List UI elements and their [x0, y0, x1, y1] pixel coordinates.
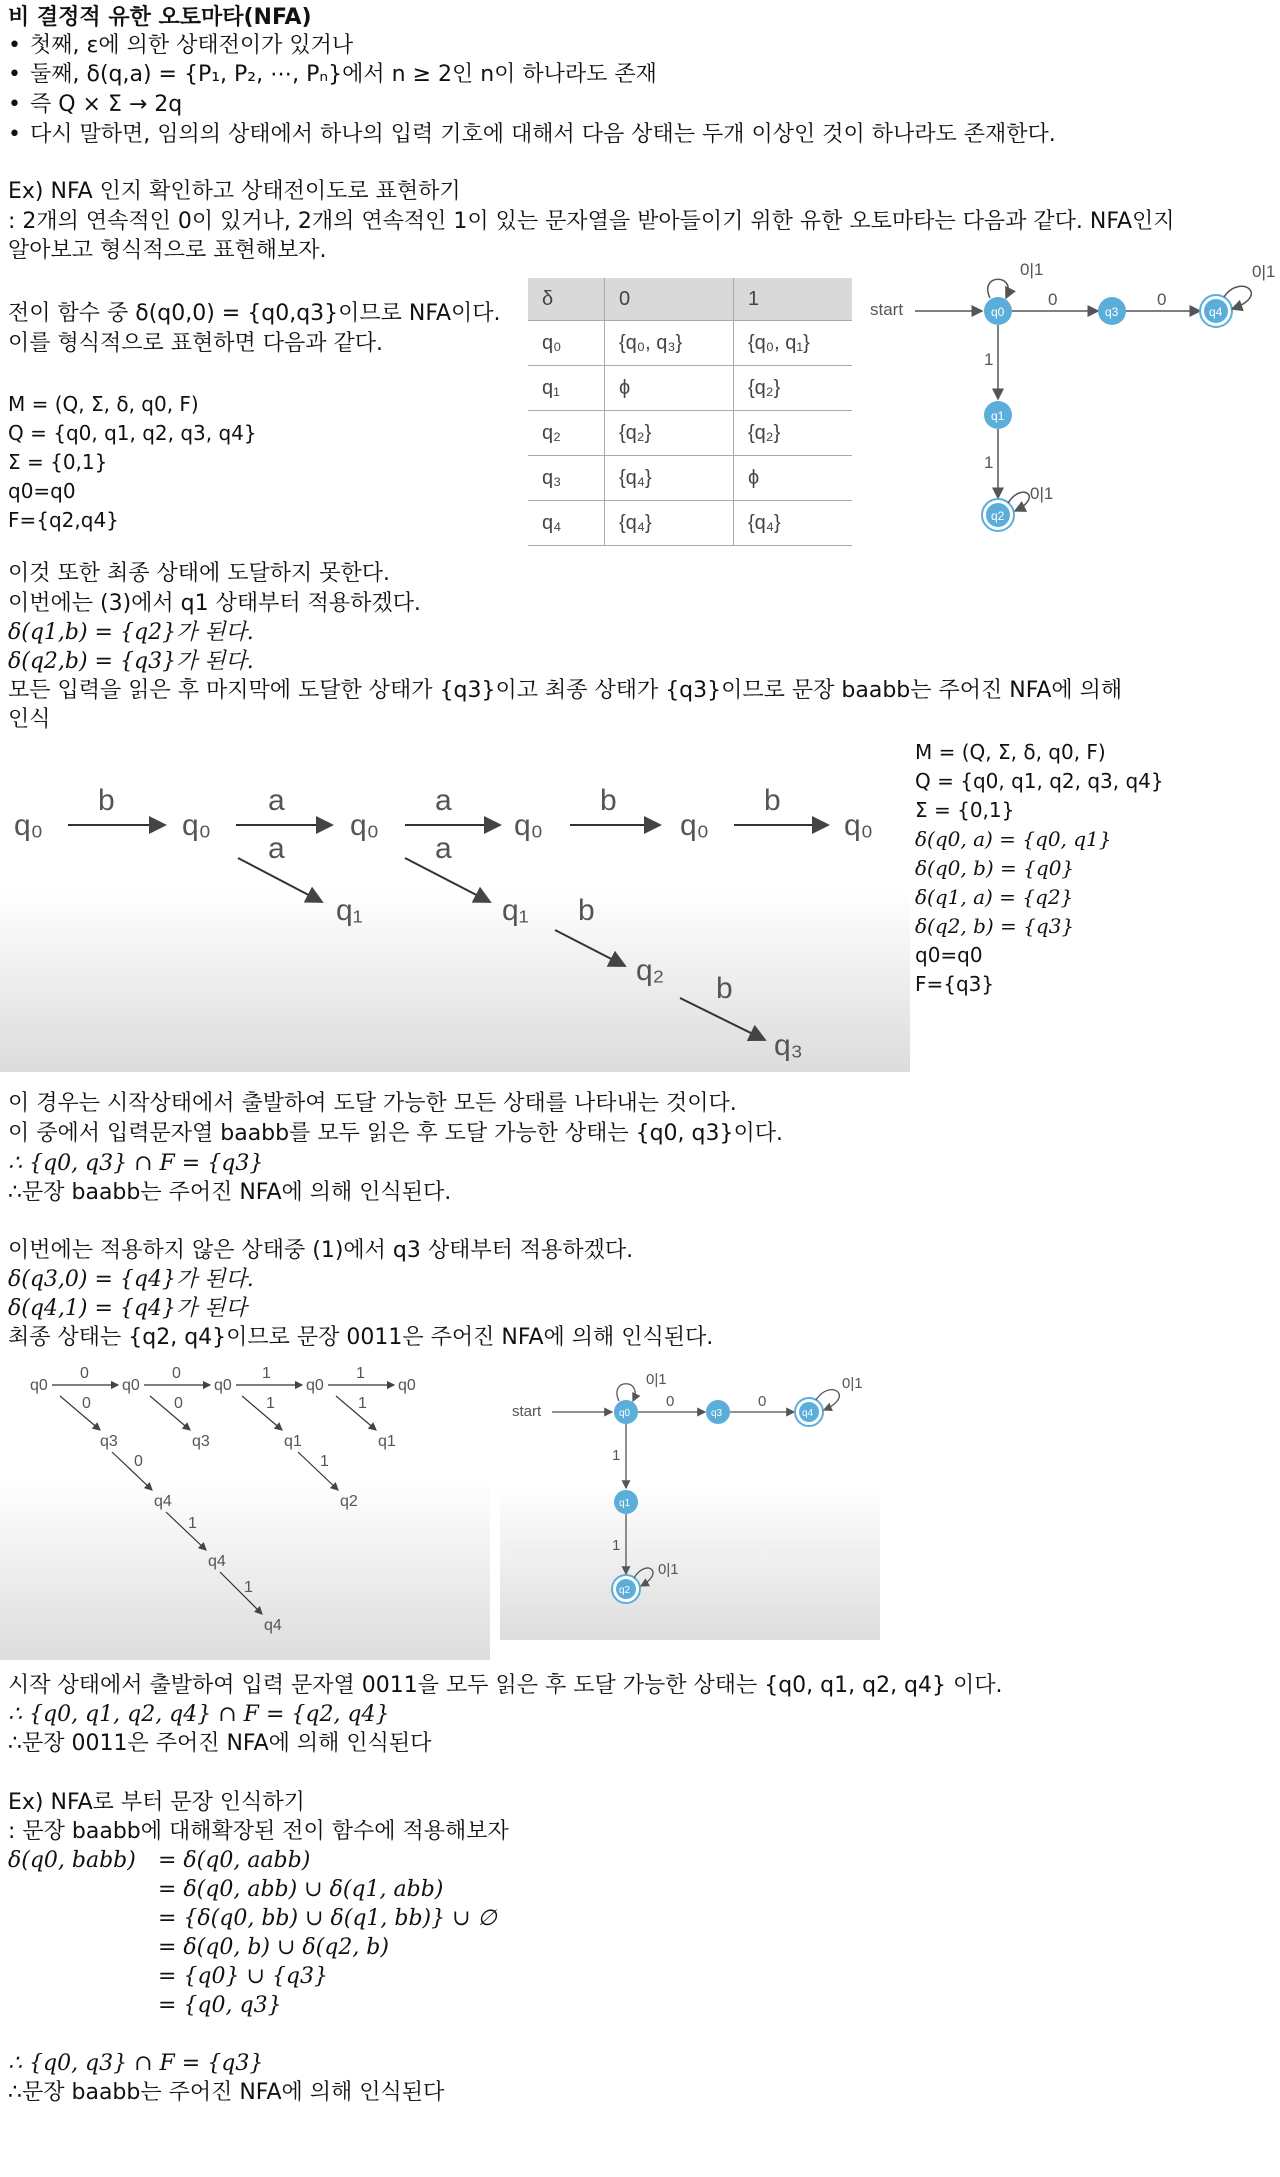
table-cell: {q₂} — [734, 366, 853, 411]
start-label: start — [870, 300, 904, 319]
tree-node: q0 — [122, 1377, 140, 1394]
edge-label: 0 — [1157, 290, 1167, 309]
formal-line: Σ = {0,1} — [915, 798, 1015, 822]
formal-line: Σ = {0,1} — [8, 450, 108, 474]
paragraph-line: 시작 상태에서 출발하여 입력 문자열 0011을 모두 읽은 후 도달 가능한 상태는 {q0, q1, q2, q4} 이다. — [8, 1673, 1003, 1698]
page-title: 비 결정적 유한 오토마타(NFA) — [8, 5, 312, 30]
paragraph-line: ∴문장 baabb는 주어진 NFA에 의해 인식된다. — [8, 1180, 452, 1205]
state-label: q0 — [991, 305, 1005, 319]
edge-label: 0 — [1048, 290, 1058, 309]
trace-state: q₀ — [182, 809, 212, 842]
formal-line: M = (Q, Σ, δ, q0, F) — [8, 392, 199, 416]
example-heading: Ex) NFA 인지 확인하고 상태전이도로 표현하기 — [8, 179, 461, 204]
paragraph-line: δ(q4,1) = {q4}가 된다 — [8, 1296, 247, 1321]
tree-edge: 0 — [172, 1365, 181, 1382]
tree-edge: 1 — [266, 1395, 275, 1412]
tree-node: q1 — [378, 1433, 396, 1450]
formal-line: q0=q0 — [915, 943, 983, 967]
formal-line: q0=q0 — [8, 479, 76, 503]
tree-node: q0 — [306, 1377, 324, 1394]
transition-table — [528, 278, 852, 546]
loop-arrow — [988, 279, 1009, 298]
tree-node: q2 — [340, 1493, 358, 1510]
formal-line: F={q3} — [915, 972, 995, 996]
table-cell: ϕ — [605, 366, 734, 411]
trace-state: q₂ — [636, 954, 665, 987]
table-cell: {q₄} — [734, 501, 853, 546]
paragraph-line: δ(q2,b) = {q3}가 된다. — [8, 649, 254, 674]
table-row — [528, 456, 852, 501]
formal-line: Q = {q0, q1, q2, q3, q4} — [8, 421, 257, 445]
paragraph-line: 이번에는 (3)에서 q1 상태부터 적용하겠다. — [8, 591, 421, 616]
tree-node: q0 — [214, 1377, 232, 1394]
derivation-lhs: δ(q0, babb) — [8, 1848, 136, 1873]
edge-label: 0|1 — [842, 1375, 863, 1392]
tree-node: q4 — [154, 1493, 172, 1510]
bullet-item: • 즉 Q × Σ → 2q — [30, 91, 182, 119]
trace-state: q₁ — [502, 894, 529, 927]
tree-node: q3 — [100, 1433, 118, 1450]
derivation-step: = {δ(q0, bb) ∪ δ(q1, bb)} ∪ ∅ — [158, 1906, 497, 1931]
formal-line: δ(q0, b) = {q0} — [915, 856, 1075, 880]
nfa-claim: 이를 형식적으로 표현하면 다음과 같다. — [8, 331, 383, 356]
edge-label: 0|1 — [1020, 260, 1044, 279]
paragraph-line: 이것 또한 최종 상태에 도달하지 못한다. — [8, 561, 390, 586]
paragraph-line: 이 경우는 시작상태에서 출발하여 도달 가능한 모든 상태를 나타내는 것이다. — [8, 1091, 737, 1116]
tree-edge: 1 — [262, 1365, 271, 1382]
paragraph-line: ∴ {q0, q3} ∩ F = {q3} — [8, 1151, 264, 1176]
derivation-step: = δ(q0, abb) ∪ δ(q1, abb) — [158, 1877, 444, 1902]
state-label: q0 — [619, 1408, 631, 1419]
edge-label: 0|1 — [1030, 484, 1054, 503]
table-row — [528, 321, 852, 366]
trace-symbol: a — [435, 784, 452, 817]
computation-tree-2 — [0, 1360, 490, 1660]
table-cell: {q₄} — [605, 501, 734, 546]
table-header: δ — [528, 278, 605, 321]
table-cell: q₂ — [528, 411, 605, 456]
derivation-step: = δ(q0, aabb) — [158, 1848, 311, 1873]
edge-label: 1 — [612, 1447, 621, 1464]
edge-label: 0|1 — [1252, 262, 1276, 281]
conclusion-line: ∴문장 baabb는 주어진 NFA에 의해 인식된다 — [8, 2080, 445, 2105]
paragraph-line: δ(q3,0) = {q4}가 된다. — [8, 1267, 254, 1292]
formal-line: δ(q0, a) = {q0, q1} — [915, 827, 1112, 851]
trace-symbol: b — [716, 972, 733, 1005]
table-row — [528, 501, 852, 546]
tree-node: q1 — [284, 1433, 302, 1450]
paragraph-line: 이번에는 적용하지 않은 상태중 (1)에서 q3 상태부터 적용하겠다. — [8, 1238, 634, 1263]
tree-node: q0 — [30, 1377, 48, 1394]
paragraph-line: ∴ {q0, q1, q2, q4} ∩ F = {q2, q4} — [8, 1702, 390, 1727]
derivation-step: = δ(q0, b) ∪ δ(q2, b) — [158, 1935, 389, 1960]
edge-label: 1 — [984, 350, 994, 369]
table-header: 0 — [605, 278, 734, 321]
table-cell: q₁ — [528, 366, 605, 411]
bullet-item: • 다시 말하면, 임의의 상태에서 하나의 입력 기호에 대해서 다음 상태는 두개 이상인 것이 하나라도 존재한다. — [30, 121, 1056, 149]
table-cell: q₃ — [528, 456, 605, 501]
table-cell: {q₄} — [605, 456, 734, 501]
state-label: q1 — [991, 409, 1005, 423]
example-description: 알아보고 형식적으로 표현해보자. — [8, 238, 327, 263]
state-diagram-2 — [500, 1360, 880, 1640]
state-label: q4 — [802, 1408, 814, 1419]
example-heading: Ex) NFA로 부터 문장 인식하기 — [8, 1790, 305, 1815]
tree-node: q0 — [398, 1377, 416, 1394]
table-cell: {q₂} — [605, 411, 734, 456]
tree-edge: 0 — [80, 1365, 89, 1382]
edge-label: 1 — [612, 1537, 621, 1554]
table-cell: {q₂} — [734, 411, 853, 456]
table-cell: {q₀, q₃} — [605, 321, 734, 366]
tree-edge: 0 — [82, 1395, 91, 1412]
paragraph-line: ∴문장 0011은 주어진 NFA에 의해 인식된다 — [8, 1731, 432, 1756]
trace-state: q₀ — [844, 809, 874, 842]
paragraph-line: 모든 입력을 읽은 후 마지막에 도달한 상태가 {q3}이고 최종 상태가 {q3}이므로 문장 baabb는 주어진 NFA에 의해 — [8, 678, 1123, 703]
edge-label: 0|1 — [646, 1371, 667, 1388]
paragraph-line: δ(q1,b) = {q2}가 된다. — [8, 620, 254, 645]
tree-edge: 1 — [244, 1579, 253, 1596]
formal-line: M = (Q, Σ, δ, q0, F) — [915, 740, 1106, 764]
bullet-item: • 첫째, ε에 의한 상태전이가 있거나 — [30, 32, 353, 60]
state-diagram — [860, 255, 1280, 555]
paragraph-line: 이 중에서 입력문자열 baabb를 모두 읽은 후 도달 가능한 상태는 {q0, q3}이다. — [8, 1121, 783, 1146]
example-description: : 2개의 연속적인 0이 있거나, 2개의 연속적인 1이 있는 문자열을 받아들이기 위한 유한 오토마타는 다음과 같다. NFA인지 — [8, 209, 1175, 234]
formal-line: δ(q2, b) = {q3} — [915, 914, 1075, 938]
state-label: q4 — [1209, 305, 1223, 319]
edge-label: 0 — [666, 1393, 675, 1410]
computation-tree — [0, 740, 910, 1072]
tree-node: q3 — [192, 1433, 210, 1450]
state-label: q3 — [1105, 305, 1119, 319]
table-row — [528, 366, 852, 411]
derivation-step: = {q0, q3} — [158, 1993, 282, 2018]
trace-state: q₀ — [14, 809, 44, 842]
paragraph-line: 최종 상태는 {q2, q4}이므로 문장 0011은 주어진 NFA에 의해 인식된다. — [8, 1325, 714, 1350]
table-cell: q₀ — [528, 321, 605, 366]
bullet-item: • 둘째, δ(q,a) = {P₁, P₂, ⋯, Pₙ}에서 n ≥ 2인 n이 하나라도 존재 — [30, 61, 657, 89]
trace-symbol: a — [268, 832, 285, 865]
formal-line: Q = {q0, q1, q2, q3, q4} — [915, 769, 1164, 793]
state-label: q1 — [619, 1498, 631, 1509]
tree-edge: 1 — [358, 1395, 367, 1412]
table-cell: q₄ — [528, 501, 605, 546]
trace-symbol: b — [600, 784, 617, 817]
tree-edge: 0 — [134, 1453, 143, 1470]
trace-state: q₃ — [774, 1029, 803, 1062]
formal-line: δ(q1, a) = {q2} — [915, 885, 1074, 909]
edge-label: 0|1 — [658, 1561, 679, 1578]
table-row — [528, 411, 852, 456]
edge-label: 0 — [758, 1393, 767, 1410]
tree-node: q4 — [264, 1617, 282, 1634]
trace-state: q₀ — [514, 809, 544, 842]
example-description: : 문장 baabb에 대해확장된 전이 함수에 적용해보자 — [8, 1819, 509, 1844]
nfa-claim: 전이 함수 중 δ(q0,0) = {q0,q3}이므로 NFA이다. — [8, 301, 501, 326]
trace-symbol: b — [98, 784, 115, 817]
state-label: q2 — [619, 1585, 631, 1596]
derivation-step: = {q0} ∪ {q3} — [158, 1964, 328, 1989]
state-label: q2 — [991, 509, 1005, 523]
tree-node: q4 — [208, 1553, 226, 1570]
formal-line: F={q2,q4} — [8, 508, 119, 532]
trace-state: q₁ — [336, 894, 363, 927]
conclusion-line: ∴ {q0, q3} ∩ F = {q3} — [8, 2051, 264, 2076]
state-label: q3 — [711, 1408, 723, 1419]
start-label: start — [512, 1403, 542, 1420]
trace-state: q₀ — [680, 809, 710, 842]
trace-symbol: a — [268, 784, 285, 817]
tree-edge: 1 — [320, 1453, 329, 1470]
trace-symbol: a — [435, 832, 452, 865]
table-cell: {q₀, q₁} — [734, 321, 853, 366]
trace-symbol: b — [578, 894, 595, 927]
table-header: 1 — [734, 278, 853, 321]
tree-edge: 1 — [356, 1365, 365, 1382]
paragraph-line: 인식 — [8, 707, 51, 732]
trace-symbol: b — [764, 784, 781, 817]
tree-edge: 0 — [174, 1395, 183, 1412]
edge-label: 1 — [984, 453, 994, 472]
trace-state: q₀ — [350, 809, 380, 842]
tree-edge: 1 — [188, 1515, 197, 1532]
table-cell: ϕ — [734, 456, 853, 501]
